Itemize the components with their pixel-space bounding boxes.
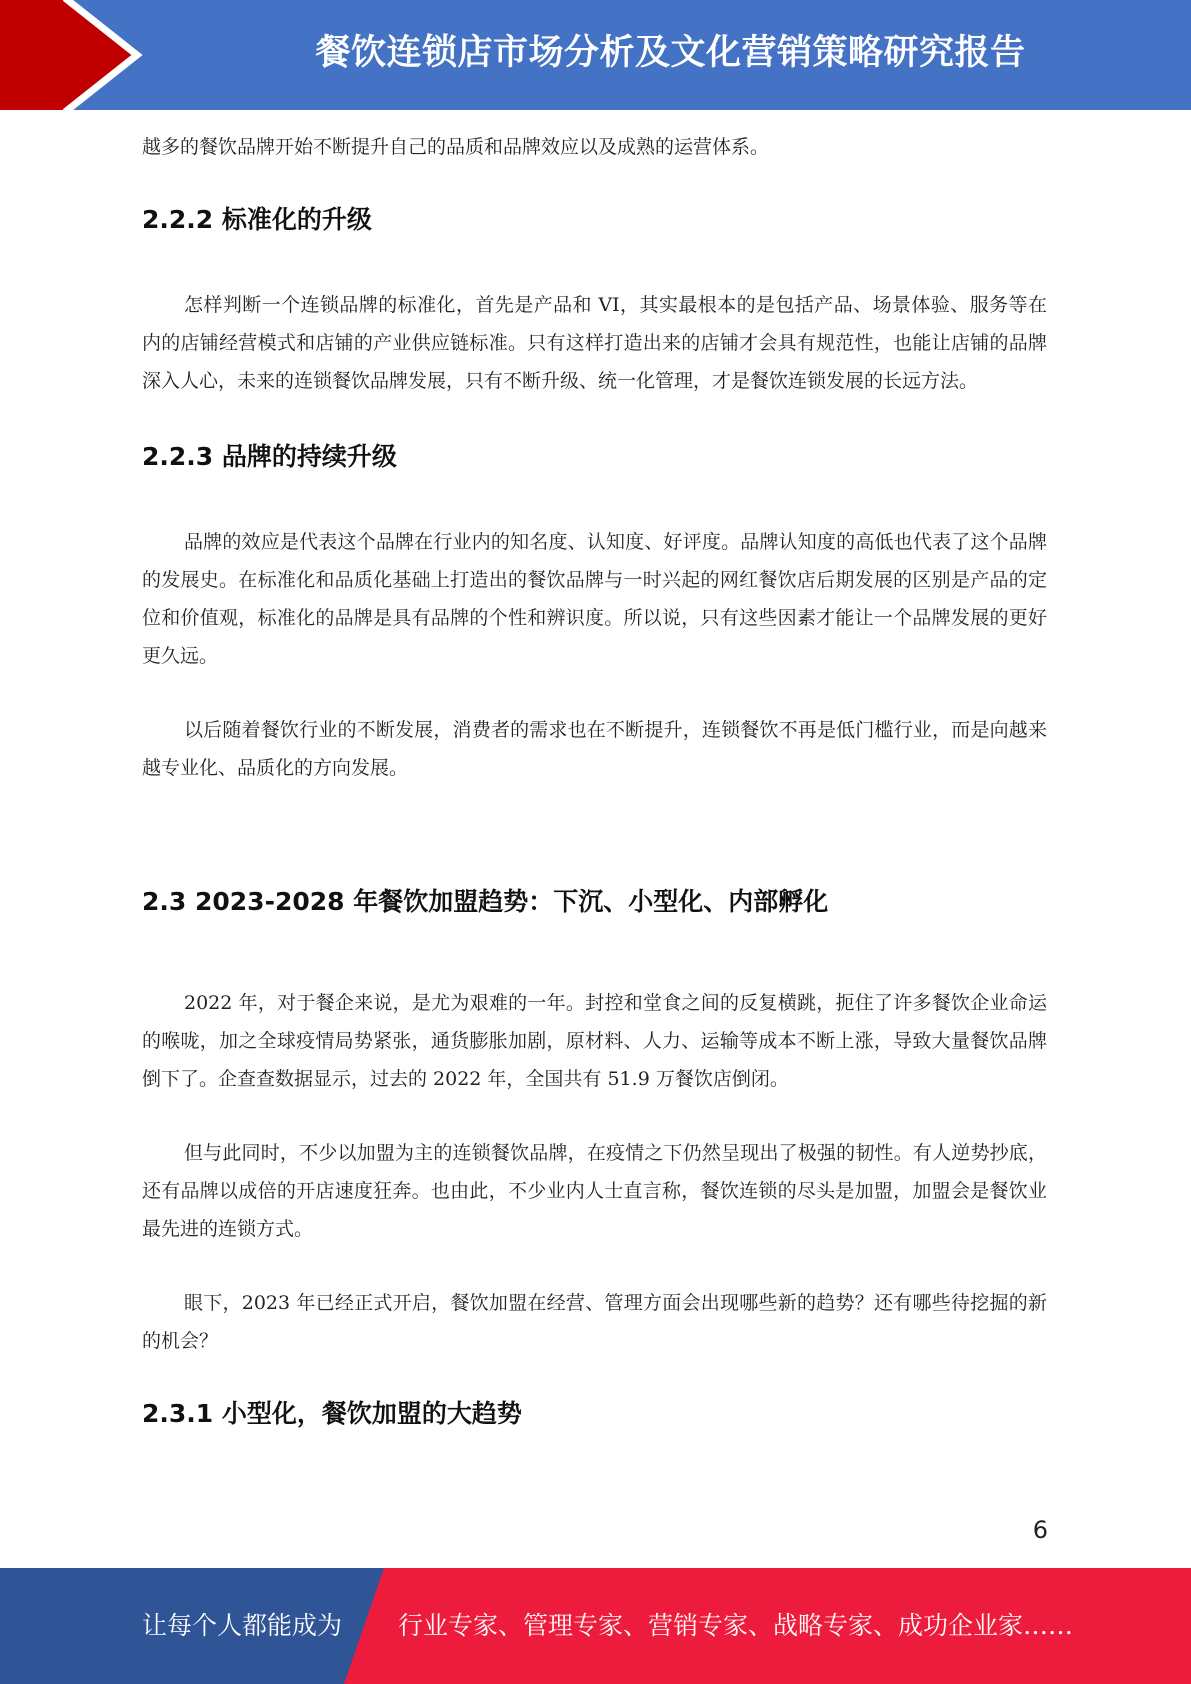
header-arrow-decoration [0,0,160,110]
section-heading-2-2-2: 2.2.2 标准化的升级 [142,205,372,234]
section-heading-2-2-3: 2.2.3 品牌的持续升级 [142,442,397,471]
paragraph-2022-hardship: 2022 年，对于餐企来说，是尤为艰难的一年。封控和堂食之间的反复横跳，扼住了许多餐饮企业命运的喉咙，加之全球疫情局势紧张，通货膨胀加剧，原材料、人力、运输等成本不断上涨，导致大量餐饮品牌倒下了。企查查数据显示，过去的 2022 年，全国共有 51.9 万餐饮店倒闭。 [142,992,1047,1090]
paragraph-franchise-resilience: 但与此同时，不少以加盟为主的连锁餐饮品牌，在疫情之下仍然呈现出了极强的韧性。有人逆势抄底，还有品牌以成倍的开店速度狂奔。也由此，不少业内人士直言称，餐饮连锁的尽头是加盟，加盟会是餐饮业最先进的连锁方式。 [142,1142,1047,1240]
page-header [0,0,1191,110]
paragraph-2023-outlook: 眼下，2023 年已经正式开启，餐饮加盟在经营、管理方面会出现哪些新的趋势？还有哪些待挖掘的新的机会？ [142,1292,1047,1352]
document-body [142,128,1047,1434]
paragraph-brand-effect: 品牌的效应是代表这个品牌在行业内的知名度、认知度、好评度。品牌认知度的高低也代表了这个品牌的发展史。在标准化和品质化基础上打造出的餐饮品牌与一时兴起的网红餐饮店后期发展的区别是产品的定位和价值观，标准化的品牌是具有品牌的个性和辨识度。所以说，只有这些因素才能让一个品牌发展的更好更久远。 [142,531,1047,667]
section-heading-2-3: 2.3 2023-2028 年餐饮加盟趋势：下沉、小型化、内部孵化 [142,887,829,916]
section-heading-2-3-1: 2.3.1 小型化，餐饮加盟的大趋势 [142,1399,522,1428]
header-title: 餐饮连锁店市场分析及文化营销策略研究报告 [315,33,1026,73]
paragraph-standardization: 怎样判断一个连锁品牌的标准化，首先是产品和 VI，其实最根本的是包括产品、场景体验、服务等在内的店铺经营模式和店铺的产业供应链标准。只有这样打造出来的店铺才会具有规范性，也能让店铺的品牌深入人心，未来的连锁餐饮品牌发展，只有不断升级、统一化管理，才是餐饮连锁发展的长远方法。 [142,294,1047,392]
paragraph-continued: 越多的餐饮品牌开始不断提升自己的品质和品牌效应以及成熟的运营体系。 [142,136,770,158]
footer-slogan-left: 让每个人都能成为 [142,1611,343,1640]
page-footer [0,1568,1191,1684]
paragraph-industry-development: 以后随着餐饮行业的不断发展，消费者的需求也在不断提升，连锁餐饮不再是低门槛行业，而是向越来越专业化、品质化的方向发展。 [142,719,1047,779]
footer-slogan-right: 行业专家、管理专家、营销专家、战略专家、成功企业家…… [398,1611,1074,1640]
page-number: 6 [1032,1516,1048,1544]
